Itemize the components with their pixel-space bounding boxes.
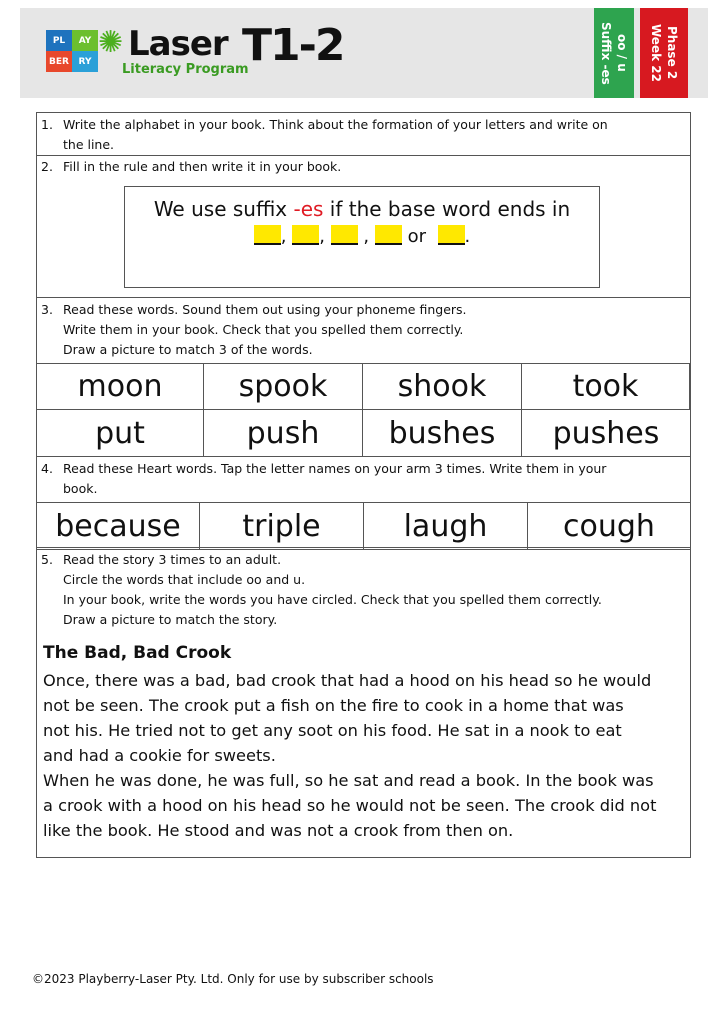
focus-tab xyxy=(594,8,634,98)
story-line: Once, there was a bad, bad crook that had a hood on his head so he would xyxy=(43,671,652,690)
logo-subtitle: Literacy Program xyxy=(122,62,249,77)
word-cell: bushes xyxy=(363,410,522,456)
story-line: When he was done, he was full, so he sat and read a book. In the book was xyxy=(43,771,654,790)
heart-word-cell: because xyxy=(37,503,200,549)
story-text xyxy=(43,668,688,843)
word-cell: moon xyxy=(37,364,204,410)
instruction-text: Draw a picture to match the story. xyxy=(63,612,278,627)
instruction-text: Draw a picture to match 3 of the words. xyxy=(63,342,313,357)
laser-logo xyxy=(46,20,346,86)
instruction-text: Read these Heart words. Tap the letter names on your arm 3 times. Write them in your xyxy=(63,461,607,476)
story-title: The Bad, Bad Crook xyxy=(43,643,232,663)
word-cell: put xyxy=(37,410,204,456)
instruction-text: Write them in your book. Check that you spelled them correctly. xyxy=(63,322,464,337)
instruction-text: Read the story 3 times to an adult. xyxy=(63,552,282,567)
fill-in-blank[interactable] xyxy=(375,225,402,245)
rule-text: We use suffix xyxy=(153,197,294,221)
phase-tab-line2: Week 22 xyxy=(649,24,663,82)
puzzle-icon: PL AY BER RY xyxy=(46,30,98,72)
instruction-text: Fill in the rule and then write it in your book. xyxy=(63,159,342,174)
rule-box: We use suffix -es if the base word ends in , , , or . xyxy=(124,186,600,288)
phase-tab-line1: Phase 2 xyxy=(665,26,680,80)
word-grid-sounds xyxy=(36,363,691,457)
fill-in-blank[interactable] xyxy=(254,225,281,245)
copyright-footer: ©2023 Playberry-Laser Pty. Ltd. Only for use by subscriber schools xyxy=(32,972,434,986)
section-4 xyxy=(36,456,691,503)
section-number: 1. xyxy=(41,117,53,132)
section-5 xyxy=(36,547,691,858)
section-1 xyxy=(36,112,691,156)
word-cell: took xyxy=(522,364,690,410)
heart-word-cell: triple xyxy=(200,503,364,549)
instruction-text: Write the alphabet in your book. Think about the formation of your letters and write on xyxy=(63,117,608,132)
story-line: like the book. He stood and was not a crook from then on. xyxy=(43,821,514,840)
focus-tab-line2: Suffix -es xyxy=(599,21,613,85)
instruction-text: book. xyxy=(63,481,98,496)
word-cell: push xyxy=(204,410,363,456)
word-cell: pushes xyxy=(552,415,660,451)
instruction-text: Circle the words that include oo and u. xyxy=(63,572,306,587)
instruction-text: In your book, write the words you have circled. Check that you spelled them correctly. xyxy=(63,592,602,607)
fill-in-blank[interactable] xyxy=(331,225,358,245)
instruction-text: Read these words. Sound them out using your phoneme fingers. xyxy=(63,302,467,317)
instruction-text: the line. xyxy=(63,137,115,152)
story-line: and had a cookie for sweets. xyxy=(43,746,276,765)
logo-word: Laser xyxy=(128,24,228,64)
heart-word-cell: cough xyxy=(563,508,655,544)
fill-in-blank[interactable] xyxy=(292,225,319,245)
laser-burst-icon: ✺ xyxy=(98,25,124,60)
section-2 xyxy=(36,155,691,298)
rule-or: or xyxy=(407,226,427,247)
section-number: 5. xyxy=(41,552,53,567)
focus-tab-line1: oo / u xyxy=(615,34,630,72)
rule-text: if the base word ends in xyxy=(323,197,571,221)
page-header xyxy=(20,8,708,98)
section-number: 4. xyxy=(41,461,53,476)
section-number: 3. xyxy=(41,302,53,317)
rule-suffix: -es xyxy=(293,197,324,221)
level-label: T1-2 xyxy=(242,20,344,71)
section-number: 2. xyxy=(41,159,53,174)
heart-word-cell: laugh xyxy=(364,503,528,549)
word-grid-heart xyxy=(36,502,691,550)
word-cell: spook xyxy=(204,364,363,410)
story-line: not be seen. The crook put a fish on the fire to cook in a home that was xyxy=(43,696,624,715)
story-line: a crook with a hood on his head so he would not be seen. The crook did not xyxy=(43,796,657,815)
fill-in-blank[interactable] xyxy=(438,225,465,245)
section-3 xyxy=(36,297,691,364)
phase-tab xyxy=(640,8,688,98)
word-cell: shook xyxy=(363,364,522,410)
story-line: not his. He tried not to get any soot on his food. He sat in a nook to eat xyxy=(43,721,622,740)
